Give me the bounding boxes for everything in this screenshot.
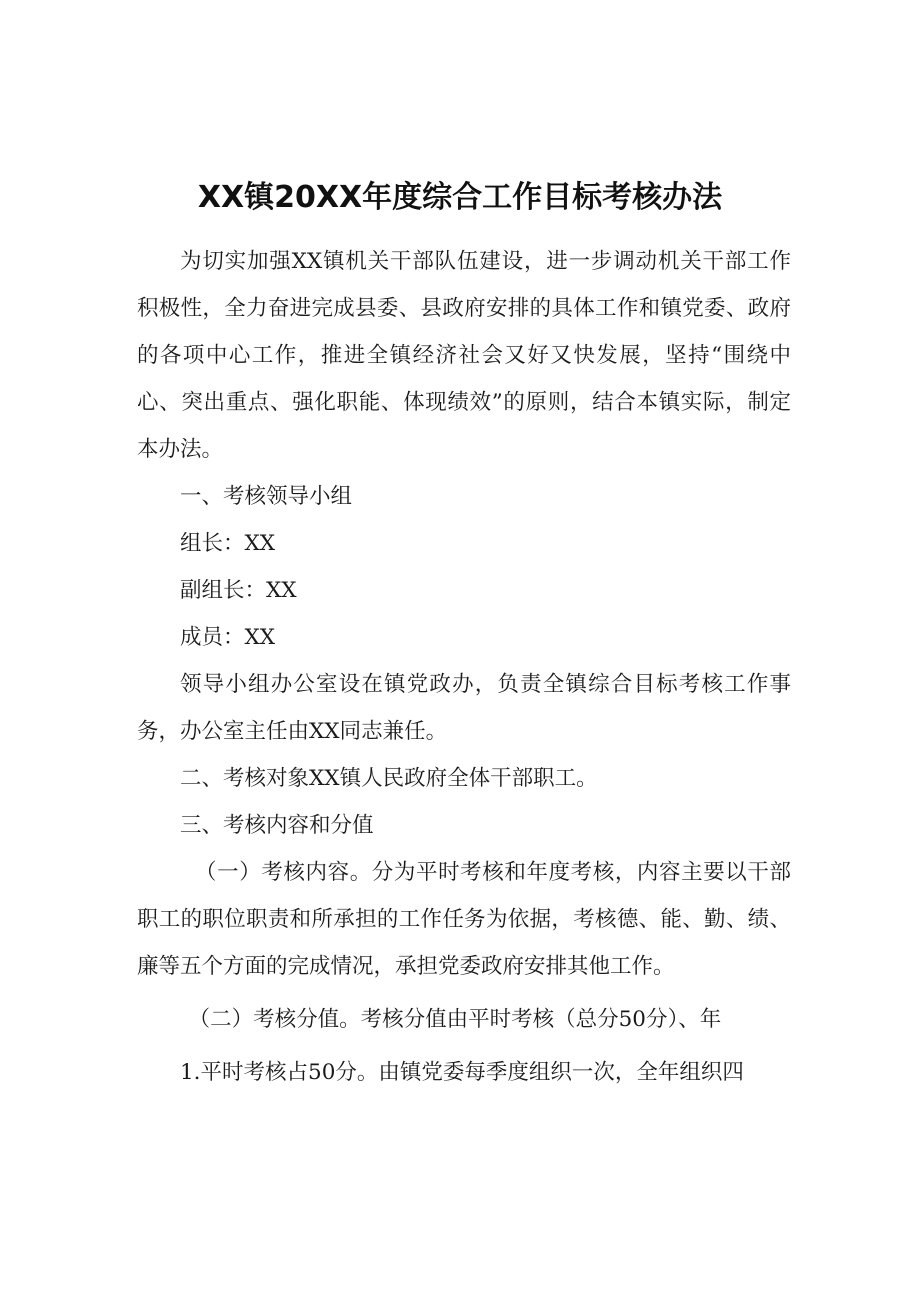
section-heading-targets: 二、考核对象XX镇人民政府全体干部职工。 [180, 766, 598, 791]
section-heading-leadership: 一、考核领导小组 [180, 484, 353, 509]
document-body [137, 238, 791, 1096]
regular-assessment-paragraph: 1.平时考核占50分。由镇党委每季度组织一次，全年组织四 [180, 1060, 744, 1085]
document-title: XX镇20XX年度综合工作目标考核办法 [197, 180, 723, 215]
members-line: 成员：XX [180, 625, 276, 650]
office-paragraph: 领导小组办公室设在镇党政办，负责全镇综合目标考核工作事务，办公室主任由XX同志兼任。 [137, 672, 791, 744]
score-paragraph: （二）考核分值。考核分值由平时考核（总分50分）、年 [188, 1007, 722, 1032]
leader-line: 组长：XX [180, 531, 276, 556]
intro-paragraph: 为切实加强XX镇机关干部队伍建设，进一步调动机关干部工作积极性，全力奋进完成县委、县政府安排的具体工作和镇党委、政府的各项中心工作，推进全镇经济社会又好又快发展，坚持“围绕中心、突出重点、强化职能、体现绩效”的原则，结合本镇实际，制定本办法。 [137, 249, 791, 462]
content-paragraph: （一）考核内容。分为平时考核和年度考核，内容主要以干部职工的职位职责和所承担的工作任务为依据，考核德、能、勤、绩、廉等五个方面的完成情况，承担党委政府安排其他工作。 [137, 860, 791, 979]
section-heading-content: 三、考核内容和分值 [180, 813, 374, 838]
deputy-leader-line: 副组长：XX [180, 578, 297, 603]
